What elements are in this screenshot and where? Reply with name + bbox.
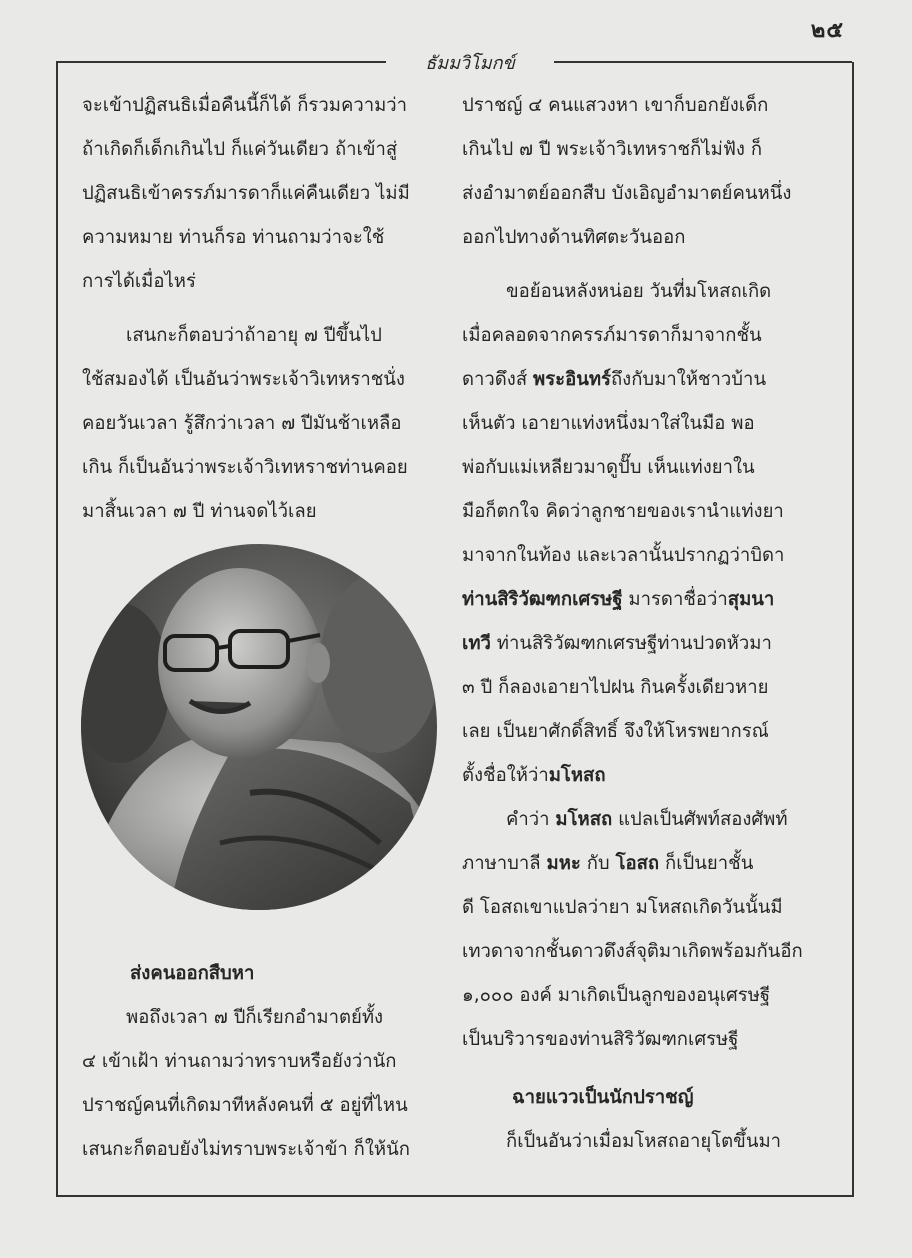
bold-term: มโหสถ xyxy=(548,765,606,786)
text-line: ดี โอสถเขาแปลว่ายา มโหสถเกิดวันนั้นมี xyxy=(462,897,783,918)
text-line: ตั้งชื่อให้ว่ามโหสถ xyxy=(462,765,606,786)
text-line: ๔ เข้าเฝ้า ท่านถามว่าทราบหรือยังว่านัก xyxy=(82,1051,397,1072)
text-line: เมื่อคลอดจากครรภ์มารดาก็มาจากชั้น xyxy=(462,325,762,346)
bold-term: สุมนา xyxy=(727,589,775,610)
text-line: ใช้สมองได้ เป็นอันว่าพระเจ้าวิเทหราชนั่ง xyxy=(82,369,405,390)
text-line: ภาษาบาลี มหะ กับ โอสถ ก็เป็นยาชั้น xyxy=(462,853,754,874)
section-heading: ฉายแววเป็นนักปราชญ์ xyxy=(512,1087,694,1108)
text-line: เทวี ท่านสิริวัฒฑกเศรษฐีท่านปวดหัวมา xyxy=(462,633,772,654)
text-line: พ่อกับแม่เหลียวมาดูปั๊บ เห็นแท่งยาใน xyxy=(462,457,755,478)
bold-term: พระอินทร์ xyxy=(533,369,611,390)
left-column-bottom xyxy=(82,952,442,1172)
text-line: มือก็ตกใจ คิดว่าลูกชายของเรานำแท่งยา xyxy=(462,501,784,522)
text-line: ปราชญ์ ๔ คนแสวงหา เขาก็บอกยังเด็ก xyxy=(462,95,769,116)
text-line: การได้เมื่อไหร่ xyxy=(82,271,196,292)
text-line: ท่านสิริวัฒฑกเศรษฐี มารดาชื่อว่าสุมนา xyxy=(462,589,775,610)
text-line: ถ้าเกิดก็เด็กเกินไป ก็แค่วันเดียว ถ้าเข้าสู่ xyxy=(82,139,398,160)
text-line: เกินไป ๗ ปี พระเจ้าวิเทหราชก็ไม่ฟัง ก็ xyxy=(462,139,763,160)
text-line: ดาวดึงส์ พระอินทร์ถึงกับมาให้ชาวบ้าน xyxy=(462,369,767,390)
text-line: เสนกะก็ตอบว่าถ้าอายุ ๗ ปีขึ้นไป xyxy=(126,325,382,346)
text-line: ๓ ปี ก็ลองเอายาไปฝน กินครั้งเดียวหาย xyxy=(462,677,769,698)
bold-term: มโหสถ xyxy=(555,809,613,830)
text-line: คอยวันเวลา รู้สึกว่าเวลา ๗ ปีมันช้าเหลือ xyxy=(82,413,402,434)
text-line: ก็เป็นอันว่าเมื่อมโหสถอายุโตขึ้นมา xyxy=(506,1131,782,1152)
bold-term: โอสถ xyxy=(615,853,660,874)
text-line: เลย เป็นยาศักดิ์สิทธิ์ จึงให้โหรพยากรณ์ xyxy=(462,721,769,742)
text-line: เกิน ก็เป็นอันว่าพระเจ้าวิเทหราชท่านคอย xyxy=(82,457,408,478)
text-line: จะเข้าปฏิสนธิเมื่อคืนนี้ก็ได้ ก็รวมความว่า xyxy=(82,95,408,116)
text-line: ปราชญ์คนที่เกิดมาทีหลังคนที่ ๕ อยู่ที่ไหน xyxy=(82,1095,408,1116)
text-line: คำว่า มโหสถ แปลเป็นศัพท์สองศัพท์ xyxy=(506,809,788,830)
text-line: เสนกะก็ตอบยังไม่ทราบพระเจ้าข้า ก็ให้นัก xyxy=(82,1139,410,1160)
text-line: มาจากในท้อง และเวลานั้นปรากฏว่าบิดา xyxy=(462,545,785,566)
text-line: ๑,๐๐๐ องค์ มาเกิดเป็นลูกของอนุเศรษฐี xyxy=(462,985,771,1006)
text-line: พอถึงเวลา ๗ ปีก็เรียกอำมาตย์ทั้ง xyxy=(126,1007,384,1028)
text-line: มาสิ้นเวลา ๗ ปี ท่านจดไว้เลย xyxy=(82,501,317,522)
bold-term: มหะ xyxy=(546,853,581,874)
text-line: ความหมาย ท่านก็รอ ท่านถามว่าจะใช้ xyxy=(82,227,385,248)
monk-portrait-photo xyxy=(80,543,438,911)
left-column-top xyxy=(82,84,442,534)
text-line: ขอย้อนหลังหน่อย วันที่มโหสถเกิด xyxy=(506,281,772,302)
text-line: เป็นบริวารของท่านสิริวัฒฑกเศรษฐี xyxy=(462,1029,739,1050)
section-heading: ส่งคนออกสืบหา xyxy=(130,963,255,984)
text-line: ออกไปทางด้านทิศตะวันออก xyxy=(462,227,686,248)
page-number: ๒๕ xyxy=(810,18,844,43)
text-line: ปฏิสนธิเข้าครรภ์มารดาก็แค่คืนเดียว ไม่มี xyxy=(82,183,410,204)
text-line: เทวดาจากชั้นดาวดึงส์จุติมาเกิดพร้อมกันอีก xyxy=(462,941,803,962)
text-line: เห็นตัว เอายาแท่งหนึ่งมาใส่ในมือ พอ xyxy=(462,413,755,434)
running-title: ธัมมวิโมกข์ xyxy=(425,53,515,74)
text-line: ส่งอำมาตย์ออกสืบ บังเอิญอำมาตย์คนหนึ่ง xyxy=(462,183,792,204)
bold-term: เทวี xyxy=(462,633,491,654)
bold-term: ท่านสิริวัฒฑกเศรษฐี xyxy=(462,589,623,610)
right-column xyxy=(462,84,832,1164)
